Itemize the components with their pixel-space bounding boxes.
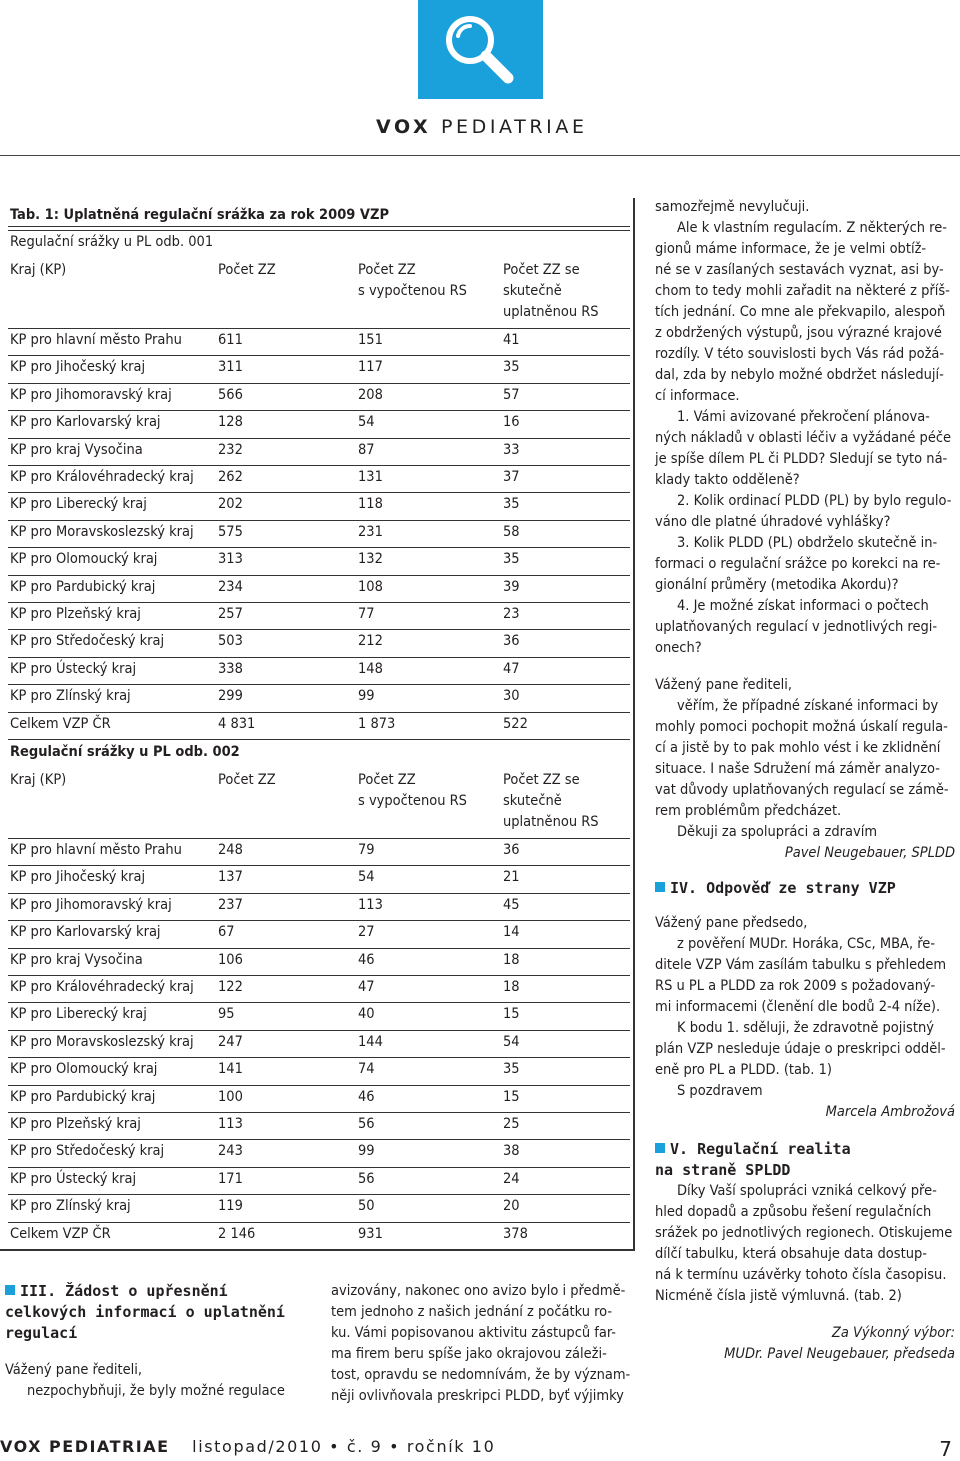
column-header: skutečně <box>503 793 562 809</box>
table-cell-value: 100 <box>218 1088 243 1105</box>
table-cell-value: 18 <box>503 951 520 968</box>
salutation: Vážený pane předsedo, <box>655 915 808 931</box>
paragraph: nezpochybňuji, že byly možné regulace <box>27 1383 285 1399</box>
closing: Děkuji za spolupráci a zdravím <box>677 824 878 840</box>
footer-issue: listopad/2010 • č. 9 • ročník 10 <box>192 1437 496 1456</box>
table-cell-region: KP pro kraj Vysočina <box>10 951 143 968</box>
table-cell-value: 2 146 <box>218 1225 256 1242</box>
table-rule <box>8 602 630 603</box>
table-cell-value: 313 <box>218 551 243 568</box>
table-cell-value: 36 <box>503 633 520 650</box>
table-cell-value: 171 <box>218 1170 243 1187</box>
table-rule <box>8 865 630 866</box>
paragraph: Díky Vaší spolupráci vzniká celkový pře- hled dopadů a způsobu řešení regulačních srážek po jednotlivých regionech. Otiskujeme dílčí tabulku, která obsahuje data dostup- ná k termínu uzávěrky tohoto čísla časopisu. Nicméně čísla jistě výmluvná. (tab. 2) <box>655 1183 953 1304</box>
table-cell-value: 39 <box>503 578 520 595</box>
table-cell-value: 247 <box>218 1033 243 1050</box>
table-cell-value: 611 <box>218 332 243 348</box>
table-cell-value: 47 <box>503 660 520 677</box>
table-cell-value: 35 <box>503 551 520 568</box>
table-rule <box>8 1249 630 1250</box>
table-cell-region: KP pro Olomoucký kraj <box>10 551 158 568</box>
table-cell-value: 47 <box>358 979 375 995</box>
table-cell-value: 311 <box>218 359 243 376</box>
table-cell-value: 128 <box>218 414 243 431</box>
table-cell-value: 257 <box>218 606 243 622</box>
table-rule <box>8 438 630 439</box>
table-cell-value: 16 <box>503 414 520 431</box>
table-cell-value: 54 <box>358 869 375 886</box>
table-rule <box>8 492 630 493</box>
table-rule <box>8 355 630 356</box>
table-cell-value: 50 <box>358 1198 375 1215</box>
table-cell-value: 46 <box>358 1088 375 1105</box>
table-cell-value: 234 <box>218 578 243 595</box>
section-heading: Regulační srážky u PL odb. 002 <box>10 744 240 760</box>
table-rule <box>8 547 630 548</box>
table-rule <box>8 1222 630 1223</box>
table-rule <box>8 410 630 411</box>
table-cell-value: 144 <box>358 1033 383 1050</box>
table-rule <box>8 920 630 921</box>
table-cell-value: 74 <box>358 1061 375 1078</box>
table-rule <box>8 629 630 630</box>
table-rule <box>8 838 630 839</box>
table-cell-region: KP pro Královéhradecký kraj <box>10 469 194 485</box>
table-cell-value: 15 <box>503 1088 520 1105</box>
table-cell-value: 151 <box>358 332 383 348</box>
closing: S pozdravem <box>677 1083 763 1099</box>
table-cell-value: 522 <box>503 715 528 732</box>
table-cell-value: 248 <box>218 842 243 858</box>
table-cell-value: 41 <box>503 332 520 348</box>
table-cell-value: 237 <box>218 896 243 913</box>
column-header: Počet ZZ <box>218 772 276 788</box>
table-cell-value: 931 <box>358 1225 383 1242</box>
table-cell-region: Celkem VZP ČR <box>10 715 111 732</box>
table-rule <box>8 1167 630 1168</box>
table-cell-value: 231 <box>358 523 383 540</box>
table-cell-value: 45 <box>503 896 520 913</box>
column-header: Počet ZZ se <box>503 262 580 278</box>
table-cell-region: Celkem VZP ČR <box>10 1225 111 1242</box>
table-cell-value: 378 <box>503 1225 528 1242</box>
column-header: s vypočtenou RS <box>358 793 467 809</box>
table-cell-region: KP pro Karlovarský kraj <box>10 414 161 431</box>
table-cell-value: 58 <box>503 523 520 540</box>
table-cell-region: KP pro Karlovarský kraj <box>10 924 161 941</box>
table-cell-value: 77 <box>358 606 375 622</box>
table-cell-region: KP pro Pardubický kraj <box>10 578 156 595</box>
table-cell-value: 119 <box>218 1198 243 1215</box>
section-heading: Regulační srážky u PL odb. 001 <box>10 234 214 250</box>
column-header: Počet ZZ se <box>503 772 580 788</box>
table-rule <box>8 230 630 231</box>
table-cell-value: 108 <box>358 578 383 595</box>
section-iv-heading: IV. Odpověď ze strany VZP <box>655 878 955 899</box>
table-cell-value: 262 <box>218 469 243 485</box>
table-cell-value: 95 <box>218 1006 235 1023</box>
table-cell-region: KP pro Středočeský kraj <box>10 1143 165 1160</box>
table-rule <box>8 1030 630 1031</box>
table-rule <box>8 1085 630 1086</box>
table-rule <box>8 1057 630 1058</box>
column-header: uplatněnou RS <box>503 304 599 320</box>
salutation: Vážený pane řediteli, <box>5 1362 143 1378</box>
column-header: skutečně <box>503 283 562 299</box>
table-cell-value: 38 <box>503 1143 520 1160</box>
table-cell-value: 30 <box>503 688 520 705</box>
table-cell-value: 106 <box>218 951 243 968</box>
bullet-square-icon <box>5 1285 15 1295</box>
table-cell-region: KP pro Ústecký kraj <box>10 660 137 677</box>
left-column <box>5 1281 310 1402</box>
table-cell-value: 18 <box>503 979 520 995</box>
section-v-heading: V. Regulační realita na straně SPLDD <box>655 1140 851 1179</box>
signature: MUDr. Pavel Neugebauer, předseda <box>724 1346 955 1362</box>
table-cell-value: 20 <box>503 1198 520 1215</box>
table-rule <box>8 1112 630 1113</box>
table-cell-value: 243 <box>218 1143 243 1160</box>
column-header: uplatněnou RS <box>503 814 599 830</box>
paragraph: samozřejmě nevylučuji. <box>655 199 810 215</box>
header-divider <box>0 155 960 156</box>
table-cell-region: KP pro Olomoucký kraj <box>10 1061 158 1078</box>
table-rule <box>8 1139 630 1140</box>
column-header: Počet ZZ <box>218 262 276 278</box>
table-rule <box>8 520 630 521</box>
table-cell-region: KP pro hlavní město Prahu <box>10 842 182 858</box>
table-cell-value: 35 <box>503 359 520 376</box>
column-header: Kraj (KP) <box>10 772 67 788</box>
paragraph: Ale k vlastním regulacím. Z některých re- gionů máme informace, že je velmi obtíž- né se v zasílaných sestavách vyznat, asi by- chom to tedy mohli zařadit na některé z příš- tích jednání. Co mne ale překvapilo, alespoň z obdržených výstupů, jsou výrazné krajové rozdíly. V této souvislosti bych Vás rád požá- dal, zda by nebylo možné obdržet následují- cí informace. <box>655 220 950 404</box>
table-cell-region: KP pro kraj Vysočina <box>10 441 143 458</box>
table-title: Tab. 1: Uplatněná regulační srážka za rok 2009 VZP <box>10 207 390 223</box>
table-cell-region: KP pro Zlínský kraj <box>10 1198 131 1215</box>
table-cell-value: 137 <box>218 869 243 886</box>
table-cell-value: 503 <box>218 633 243 650</box>
section-iii-heading: III. Žádost o upřesnění celkových informací o uplatnění regulací <box>5 1282 285 1342</box>
question-1: 1. Vámi avizované překročení plánova- ných nákladů v oblasti léčiv a vyžádané péče je spíše dílem PL či PLDD? Sledují se tyto ná- klady takto odděleně? <box>655 409 952 488</box>
table-cell-region: KP pro Jihomoravský kraj <box>10 896 172 913</box>
paragraph: K bodu 1. sděluji, že zdravotně pojistný plán VZP nesleduje údaje o preskripci odděl- eně pro PL a PLDD. (tab. 1) <box>655 1020 946 1078</box>
table-rule <box>8 465 630 466</box>
column-header: Počet ZZ <box>358 262 416 278</box>
bullet-square-icon <box>655 1143 665 1153</box>
column-header: Kraj (KP) <box>10 262 67 278</box>
table-cell-value: 15 <box>503 1006 520 1023</box>
table-rule <box>8 1002 630 1003</box>
table-cell-region: KP pro Liberecký kraj <box>10 1006 147 1023</box>
table-cell-value: 46 <box>358 951 375 968</box>
table-cell-value: 4 831 <box>218 715 256 732</box>
journal-brand: VOX PEDIATRIAE <box>376 116 588 138</box>
table-cell-region: KP pro Jihočeský kraj <box>10 869 146 886</box>
table-cell-value: 299 <box>218 688 243 705</box>
column-header: Počet ZZ <box>358 772 416 788</box>
table-cell-value: 35 <box>503 1061 520 1078</box>
table-cell-value: 33 <box>503 441 520 458</box>
table-cell-value: 232 <box>218 441 243 458</box>
signature: Za Výkonný výbor: <box>831 1325 955 1341</box>
table-cell-value: 67 <box>218 924 235 941</box>
column-header: s vypočtenou RS <box>358 283 467 299</box>
question-4: 4. Je možné získat informaci o počtech uplatňovaných regulací v jednotlivých regi- onech? <box>655 598 938 656</box>
table-cell-value: 23 <box>503 606 520 622</box>
paragraph: z pověření MUDr. Horáka, CSc, MBA, ře- ditele VZP Vám zasílám tabulku s přehledem RS u PL a PLDD za rok 2009 s požadovaný- mi informacemi (členění dle bodů 2-4 níže). <box>655 936 947 1015</box>
table-cell-value: 131 <box>358 469 383 485</box>
table-cell-value: 36 <box>503 842 520 858</box>
table-cell-value: 27 <box>358 924 375 941</box>
table-cell-value: 79 <box>358 842 375 858</box>
table-cell-value: 25 <box>503 1116 520 1132</box>
table-cell-value: 575 <box>218 523 243 540</box>
salutation: Vážený pane řediteli, <box>655 677 793 693</box>
table-cell-value: 54 <box>503 1033 520 1050</box>
table-cell-value: 212 <box>358 633 383 650</box>
table-rule <box>8 657 630 658</box>
table-cell-value: 1 873 <box>358 715 396 732</box>
table-cell-value: 21 <box>503 869 520 886</box>
table-cell-value: 202 <box>218 496 243 513</box>
question-2: 2. Kolik ordinací PLDD (PL) by bylo regulo- váno dle platné úhradové vyhlášky? <box>655 493 952 530</box>
table-cell-region: KP pro Moravskoslezský kraj <box>10 523 194 540</box>
table-rule <box>8 328 630 329</box>
table-rule <box>8 893 630 894</box>
table-cell-region: KP pro hlavní město Prahu <box>10 332 182 348</box>
table-cell-value: 99 <box>358 1143 375 1160</box>
table-cell-value: 87 <box>358 441 375 458</box>
table-rule <box>8 739 630 740</box>
table-cell-value: 14 <box>503 924 520 941</box>
table-cell-value: 56 <box>358 1170 375 1187</box>
table-cell-value: 113 <box>358 896 383 913</box>
right-column <box>655 197 955 1365</box>
table-cell-value: 57 <box>503 386 520 403</box>
table-cell-value: 24 <box>503 1170 520 1187</box>
table-cell-value: 40 <box>358 1006 375 1023</box>
table-cell-value: 122 <box>218 979 243 995</box>
table-cell-value: 208 <box>358 386 383 403</box>
table-cell-region: KP pro Ústecký kraj <box>10 1170 137 1187</box>
table-cell-value: 148 <box>358 660 383 677</box>
signature: Pavel Neugebauer, SPLDD <box>784 845 955 861</box>
table-cell-region: KP pro Plzeňský kraj <box>10 1116 141 1132</box>
question-3: 3. Kolik PLDD (PL) obdrželo skutečně in- formaci o regulační srážce po korekci na re- gionální průměry (metodika Akordu)? <box>655 535 941 593</box>
table-cell-region: KP pro Jihomoravský kraj <box>10 386 172 403</box>
table-rule <box>8 1194 630 1195</box>
table-cell-value: 566 <box>218 386 243 403</box>
table-cell-value: 56 <box>358 1116 375 1132</box>
signature: Marcela Ambrožová <box>825 1104 955 1120</box>
table-rule <box>8 575 630 576</box>
table-rule <box>8 712 630 713</box>
table-cell-region: KP pro Plzeňský kraj <box>10 606 141 622</box>
table-cell-value: 338 <box>218 660 243 677</box>
table-cell-value: 117 <box>358 359 383 376</box>
table-cell-value: 37 <box>503 469 520 485</box>
middle-column: avizovány, nakonec ono avizo bylo i předmě- tem jednoho z našich jednání z počátku ro- ku. Vámi popisovanou aktivitu zástupců far- ma firem beru spíše jako okrajovou záleži- tost, opravdu se nedomnívám, že by význam- něji ovlivňovala preskripci PLDD, byť výjimky <box>331 1283 631 1404</box>
paragraph: věřím, že případné získané informaci by mohly pomoci pochopit možná úskalí regula- cí a jistě by to pak mohlo vést i ke zklidnění situace. I naše Sdružení má záměr analyzo- vat důvody uplatňovaných regulací se zámě- rem problémům předcházet. <box>655 698 949 819</box>
magnifier-logo <box>418 0 543 99</box>
table-cell-value: 99 <box>358 688 375 705</box>
page-number: 7 <box>939 1437 952 1461</box>
table-rule <box>8 975 630 976</box>
table-cell-value: 141 <box>218 1061 243 1078</box>
footer-brand: VOX PEDIATRIAE <box>0 1437 170 1456</box>
bullet-square-icon <box>655 882 665 892</box>
table-cell-region: KP pro Středočeský kraj <box>10 633 165 650</box>
table-cell-value: 113 <box>218 1116 243 1132</box>
table-cell-region: KP pro Liberecký kraj <box>10 496 147 513</box>
table-rule <box>8 383 630 384</box>
table-cell-value: 118 <box>358 496 383 513</box>
table-cell-region: KP pro Královéhradecký kraj <box>10 979 194 995</box>
table-rule <box>8 684 630 685</box>
page-footer <box>0 1437 960 1461</box>
table-cell-region: KP pro Pardubický kraj <box>10 1088 156 1105</box>
table-cell-region: KP pro Moravskoslezský kraj <box>10 1033 194 1050</box>
table-cell-region: KP pro Zlínský kraj <box>10 688 131 705</box>
table-rule <box>8 226 630 227</box>
table-cell-region: KP pro Jihočeský kraj <box>10 359 146 376</box>
table-cell-value: 54 <box>358 414 375 431</box>
table-cell-value: 35 <box>503 496 520 513</box>
table-cell-value: 132 <box>358 551 383 568</box>
table-rule <box>8 948 630 949</box>
regulation-table <box>0 198 635 1251</box>
